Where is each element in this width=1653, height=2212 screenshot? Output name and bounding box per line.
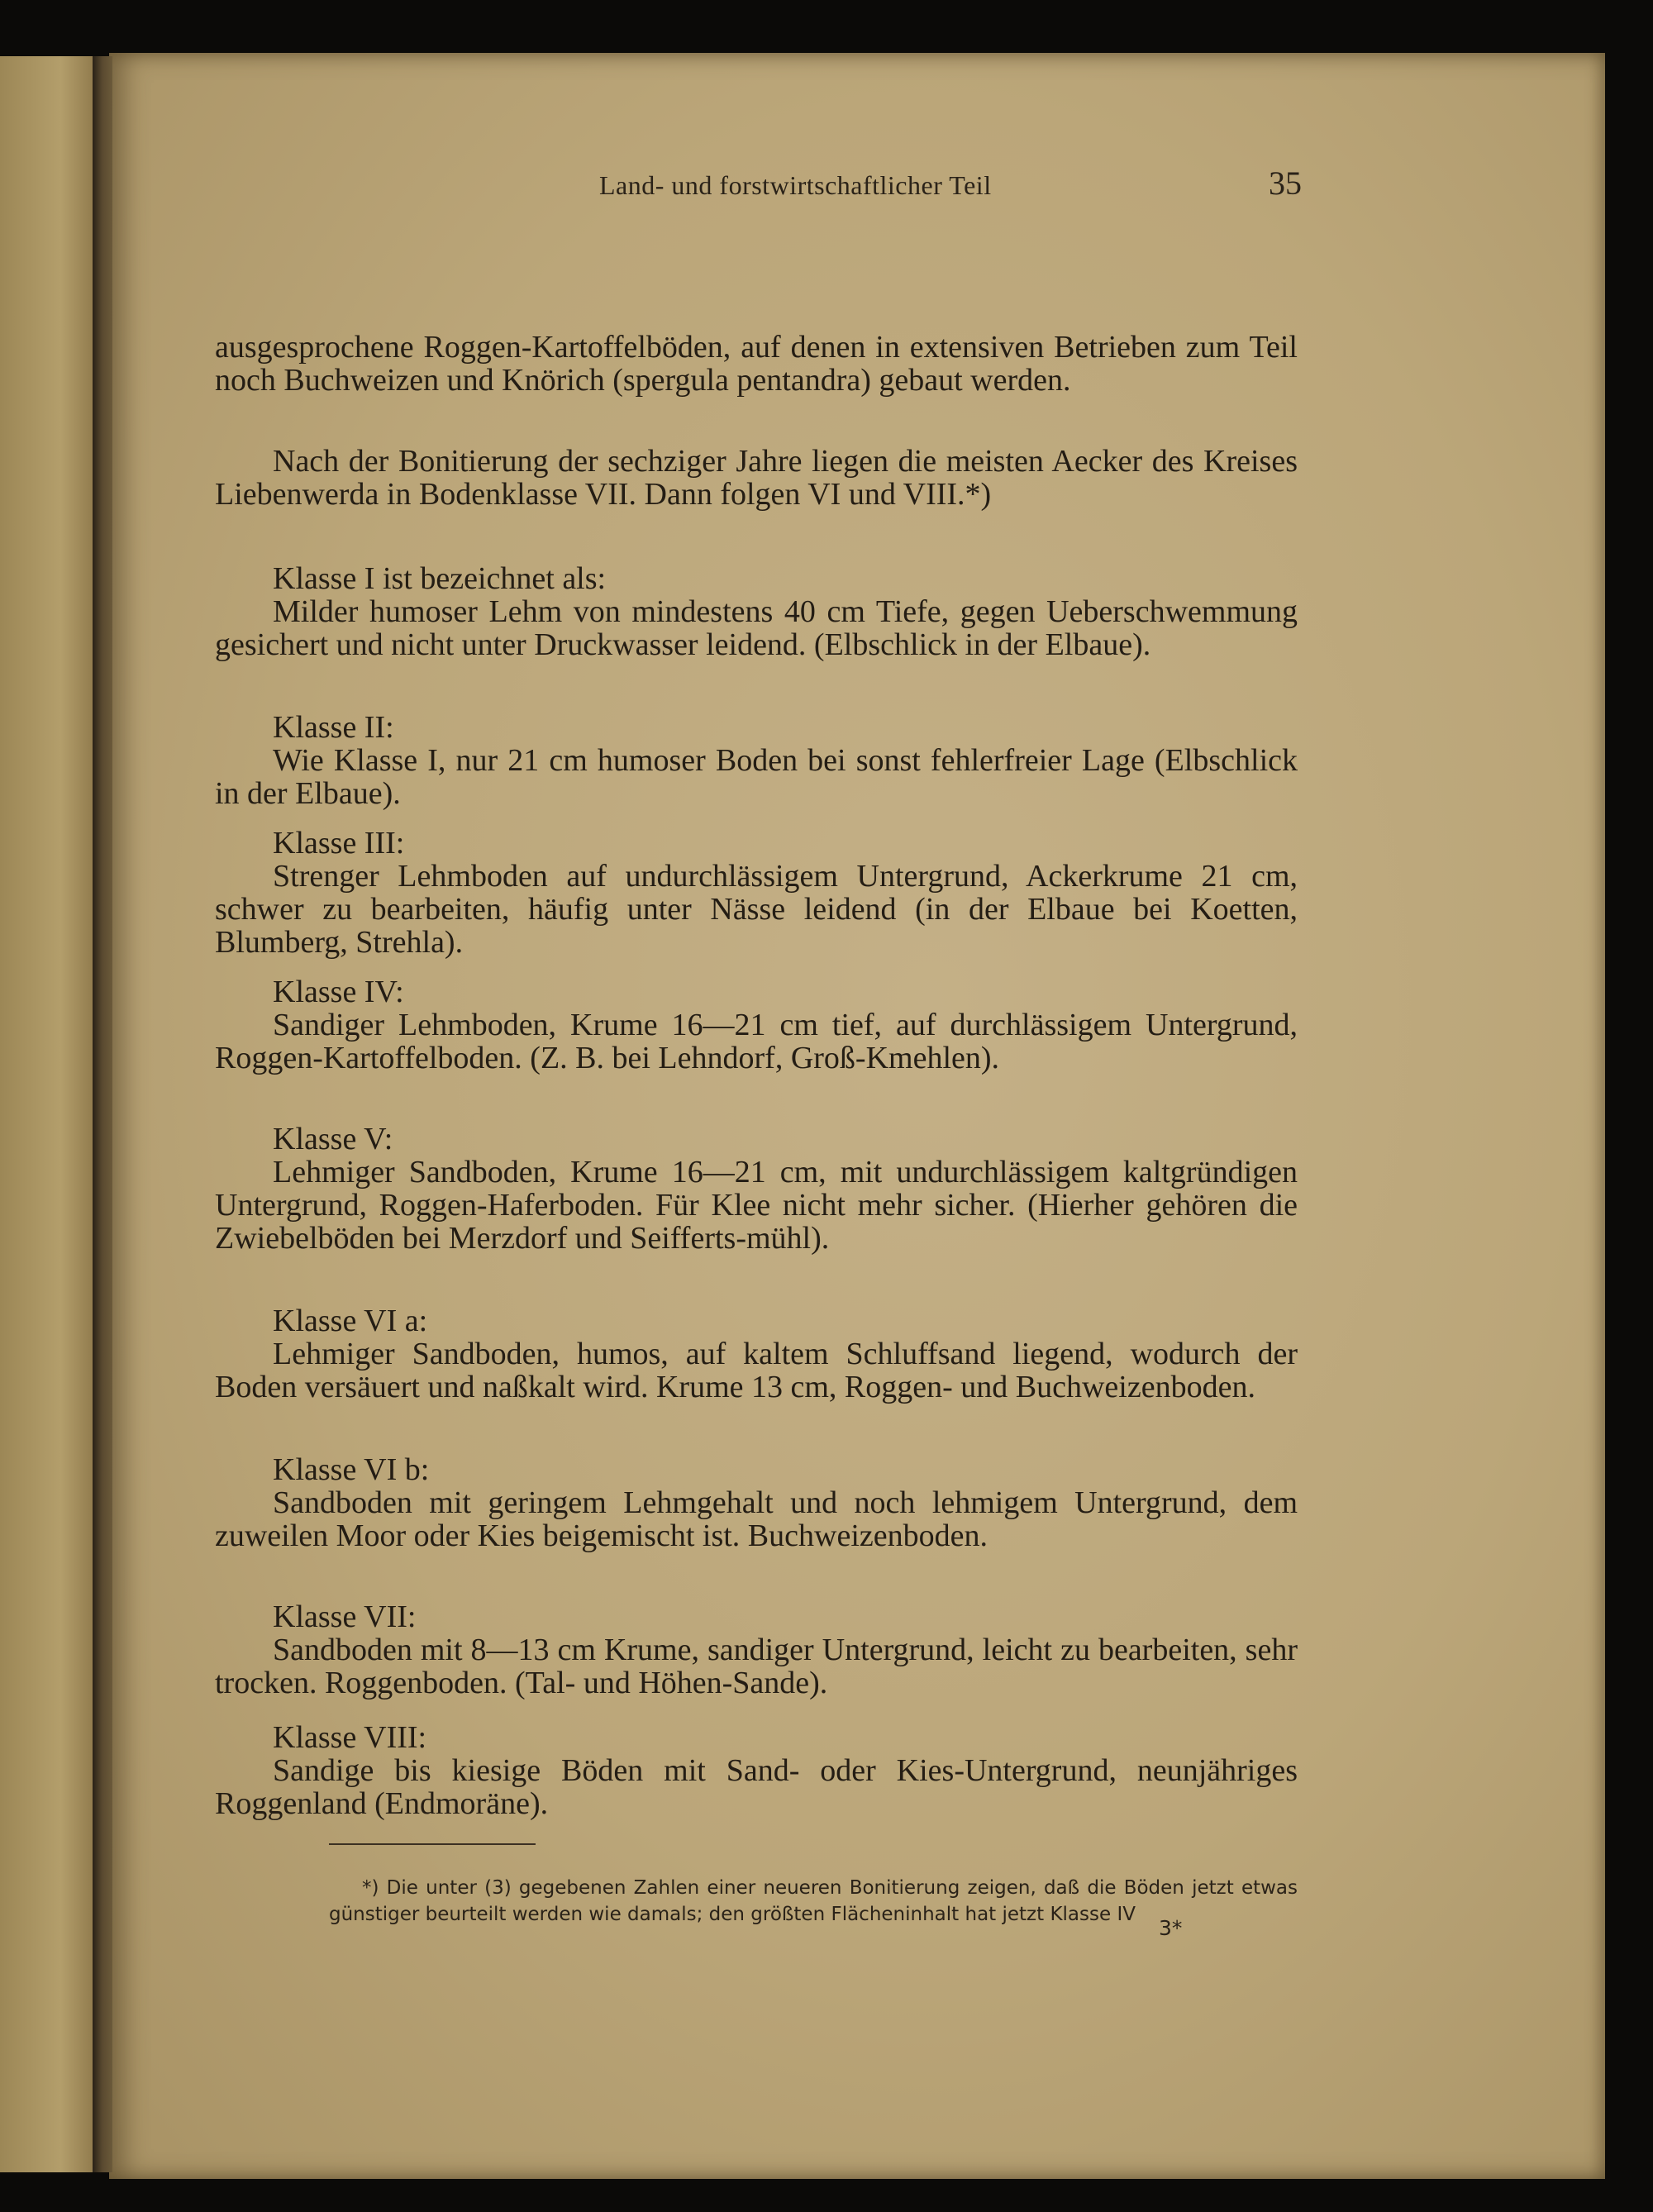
class-4-section [215, 975, 1298, 1075]
class-heading: Klasse I ist bezeichnet als: [273, 561, 607, 596]
running-header [219, 164, 1302, 205]
class-1-section [215, 562, 1298, 661]
class-heading: Klasse VIII: [273, 1720, 427, 1755]
class-heading: Klasse V: [273, 1122, 393, 1156]
class-description: Wie Klasse I, nur 21 cm humoser Boden bei sonst fehlerfreier Lage (Elbschlick in der Elbaue). [215, 743, 1298, 811]
class-description: Sandboden mit 8—13 cm Krume, sandiger Untergrund, leicht zu bearbeiten, sehr trocken. Roggenboden. (Tal- und Höhen-Sande). [215, 1633, 1298, 1700]
class-6b-section [215, 1453, 1298, 1552]
class-description: Strenger Lehmboden auf undurchlässigem Untergrund, Ackerkrume 21 cm, schwer zu bearbeiten, häufig unter Nässe leidend (in der Elbaue bei Koetten, Blumberg, Strehla). [215, 859, 1298, 960]
class-8-section [215, 1721, 1298, 1820]
left-page-edge [0, 56, 101, 2172]
page-number: 35 [1269, 164, 1302, 202]
class-6a-section [215, 1304, 1298, 1404]
class-description: Sandige bis kiesige Böden mit Sand- oder Kies-Untergrund, neunjähriges Roggenland (Endmoräne). [215, 1753, 1298, 1821]
class-description: Lehmiger Sandboden, Krume 16—21 cm, mit undurchlässigem kaltgründigen Untergrund, Roggen-Haferboden. Für Klee nicht mehr sicher. (Hierher gehören die Zwiebelböden bei Merzdorf und Seifferts-mühl). [215, 1155, 1298, 1256]
class-heading: Klasse IV: [273, 975, 404, 1009]
intro-paragraph [215, 331, 1298, 397]
class-5-section [215, 1123, 1298, 1255]
header-title: Land- und forstwirtschaftlicher Teil [599, 170, 992, 200]
bonitierung-paragraph [215, 445, 1298, 511]
footnote: *) Die unter (3) gegebenen Zahlen einer neueren Bonitierung zeigen, daß die Böden jetzt etwas günstiger beurteilt werden wie damals; den größten Flächeninhalt hat jetzt Klasse IV [329, 1877, 1298, 1925]
class-heading: Klasse III: [273, 826, 405, 860]
class-heading: Klasse VII: [273, 1599, 417, 1634]
class-description: Milder humoser Lehm von mindestens 40 cm Tiefe, gegen Ueberschwemmung gesichert und nicht unter Druckwasser leidend. (Elbschlick in der Elbaue). [215, 594, 1298, 662]
class-description: Lehmiger Sandboden, humos, auf kaltem Schluffsand liegend, wodurch der Boden versäuert und naßkalt wird. Krume 13 cm, Roggen- und Buchweizenboden. [215, 1337, 1298, 1404]
class-description: Sandiger Lehmboden, Krume 16—21 cm tief, auf durchlässigem Untergrund, Roggen-Kartoffelboden. (Z. B. bei Lehndorf, Groß-Kmehlen). [215, 1008, 1298, 1075]
footnote-divider [329, 1843, 536, 1845]
sheet-signature: 3* [1159, 1916, 1183, 1940]
book-gutter [93, 56, 112, 2172]
class-3-section [215, 827, 1298, 959]
class-heading: Klasse VI b: [273, 1452, 430, 1487]
class-7-section [215, 1600, 1298, 1700]
class-2-section [215, 711, 1298, 810]
class-description: Sandboden mit geringem Lehmgehalt und noch lehmigem Untergrund, dem zuweilen Moor oder Kies beigemischt ist. Buchweizenboden. [215, 1485, 1298, 1553]
class-heading: Klasse II: [273, 710, 394, 745]
intro-text: ausgesprochene Roggen-Kartoffelböden, auf denen in extensiven Betrieben zum Teil noch Buchweizen und Knörich (spergula pentandra) gebaut werden. [215, 330, 1298, 398]
class-heading: Klasse VI a: [273, 1304, 428, 1338]
bonitierung-text: Nach der Bonitierung der sechziger Jahre liegen die meisten Aecker des Kreises Liebenwerda in Bodenklasse VII. Dann folgen VI und VIII.*) [215, 444, 1298, 512]
